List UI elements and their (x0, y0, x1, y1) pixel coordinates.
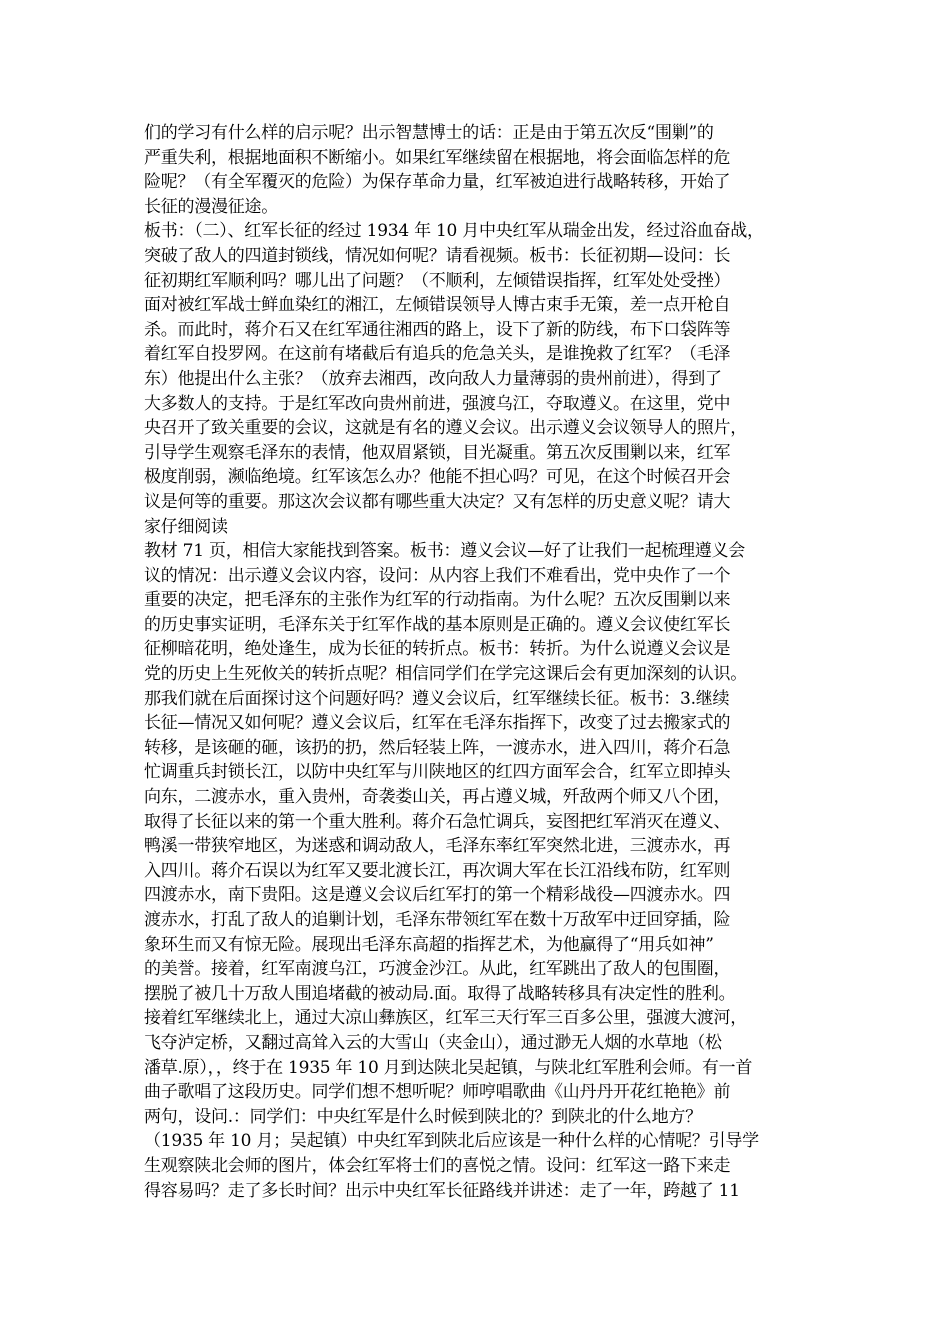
text-line: 入四川。蒋介石误以为红军又要北渡长江，再次调大军在长江沿线布防，红军则 (144, 860, 731, 881)
text-line: 飞夺泸定桥，又翻过高耸入云的大雪山（夹金山），通过渺无人烟的水草地（松 (144, 1032, 722, 1053)
text-line: 渡赤水，打乱了敌人的追剿计划，毛泽东带领红军在数十万敌军中迂回穿插，险 (144, 910, 731, 930)
text-line: 着红军自投罗网。在这前有堵截后有追兵的危急关头，是谁挽救了红军？（毛泽 (144, 344, 731, 365)
text-line: 潘草.原），，终于在 1935 年 10 月到达陕北吴起镇，与陕北红军胜利会师。有一首 (144, 1057, 753, 1078)
text-line: 接着红军继续北上，通过大凉山彝族区，红军三天行军三百多公里，强渡大渡河， (144, 1008, 747, 1029)
text-line: 鸭溪一带狭窄地区，为迷惑和调动敌人，毛泽东率红军突然北进，三渡赤水，再 (144, 836, 731, 857)
text-line: 家仔细阅读 (144, 516, 228, 537)
text-line: 那我们就在后面探讨这个问题好吗？遵义会议后，红军继续长征。板书：3.继续 (144, 688, 730, 709)
text-line: （1935 年 10 月；吴起镇）中央红军到陕北后应该是一种什么样的心情呢？引导学 (144, 1131, 759, 1152)
text-line: 征初期红军顺利吗？哪儿出了问题？（不顺利，左倾错误指挥，红军处处受挫） (144, 270, 731, 291)
text-line: 摆脱了被几十万敌人围追堵截的被动局.面。取得了战略转移具有决定性的胜利。 (144, 983, 736, 1004)
text-line: 曲子歌唱了这段历史。同学们想不想听呢？师哼唱歌曲《山丹丹开花红艳艳》前 (144, 1082, 731, 1103)
text-line: 面对被红军战士鲜血染红的湘江，左倾错误领导人博古束手无策，差一点开枪自 (144, 295, 731, 316)
text-line: 征柳暗花明，绝处逢生，成为长征的转折点。板书：转折。为什么说遵义会议是 (144, 639, 731, 660)
text-line: 大多数人的支持。于是红军改向贵州前进，强渡乌江，夺取遵义。在这里，党中 (144, 393, 731, 414)
text-line: 象环生而又有惊无险。展现出毛泽东高超的指挥艺术，为他赢得了“用兵如神” (144, 934, 714, 955)
text-line: 议是何等的重要。那这次会议都有哪些重大决定？又有怎样的历史意义呢？请大 (144, 491, 731, 512)
text-line: 四渡赤水，南下贵阳。这是遵义会议后红军打的第一个精彩战役—四渡赤水。四 (144, 885, 731, 906)
text-line: 长征的漫漫征途。 (144, 196, 278, 217)
text-line: 们的学习有什么样的启示呢？出示智慧博士的话：正是由于第五次反“围剿”的 (144, 123, 714, 143)
text-line: 得容易吗？走了多长时间？出示中央红军长征路线并讲述：走了一年，跨越了 11 (144, 1180, 740, 1201)
text-line: 险呢？（有全军覆灭的危险）为保存革命力量，红军被迫进行战略转移，开始了 (144, 172, 731, 193)
text-line: 板书：（二）、红军长征的经过 1934 年 10 月中央红军从瑞金出发，经过浴血奋战， (144, 221, 764, 242)
text-line: 两句，设问.：同学们：中央红军是什么时候到陕北的？到陕北的什么地方？ (144, 1106, 702, 1127)
body-text (144, 121, 824, 1203)
text-line: 引导学生观察毛泽东的表情，他双眉紧锁，目光凝重。第五次反围剿以来，红军 (144, 442, 731, 463)
text-line: 东）他提出什么主张？（放弃去湘西，改向敌人力量薄弱的贵州前进），得到了 (144, 368, 722, 389)
text-line: 取得了长征以来的第一个重大胜利。蒋介石急忙调兵，妄图把红军消灭在遵义、 (144, 811, 731, 832)
text-line: 严重失利，根据地面积不断缩小。如果红军继续留在根据地，将会面临怎样的危 (144, 147, 731, 168)
text-line: 向东，二渡赤水，重入贵州，奇袭娄山关，再占遵义城，歼敌两个师又八个团， (144, 787, 731, 808)
text-line: 长征—情况又如何呢？遵义会议后，红军在毛泽东指挥下，改变了过去搬家式的 (144, 713, 731, 734)
text-line: 央召开了致关重要的会议，这就是有名的遵义会议。出示遵义会议领导人的照片， (144, 418, 747, 439)
text-line: 忙调重兵封锁长江，以防中央红军与川陕地区的红四方面军会合，红军立即掉头 (144, 762, 731, 783)
text-line: 的历史事实证明，毛泽东关于红军作战的基本原则是正确的。遵义会议使红军长 (144, 614, 731, 635)
text-line: 议的情况：出示遵义会议内容，设问：从内容上我们不难看出，党中央作了一个 (144, 565, 731, 586)
text-line: 生观察陕北会师的图片，体会红军将士们的喜悦之情。设问：红军这一路下来走 (144, 1155, 731, 1176)
text-line: 杀。而此时，蒋介石又在红军通往湘西的路上，设下了新的防线，布下口袋阵等 (144, 319, 731, 340)
text-line: 极度削弱，濒临绝境。红军该怎么办？他能不担心吗？可见，在这个时候召开会 (144, 467, 731, 488)
text-line: 教材 71 页，相信大家能找到答案。板书：遵义会议—好了让我们一起梳理遵义会 (144, 541, 745, 562)
text-line: 突破了敌人的四道封锁线，情况如何呢？请看视频。板书：长征初期—设问：长 (144, 245, 731, 266)
text-line: 的美誉。接着，红军南渡乌江，巧渡金沙江。从此，红军跳出了敌人的包围圈， (144, 959, 731, 980)
text-line: 党的历史上生死攸关的转折点呢？相信同学们在学完这课后会有更加深刻的认识。 (144, 664, 747, 685)
text-line: 转移，是该砸的砸，该扔的扔，然后轻装上阵，一渡赤水，进入四川，蒋介石急 (144, 737, 731, 758)
text-line: 重要的决定，把毛泽东的主张作为红军的行动指南。为什么呢？五次反围剿以来 (144, 590, 731, 611)
